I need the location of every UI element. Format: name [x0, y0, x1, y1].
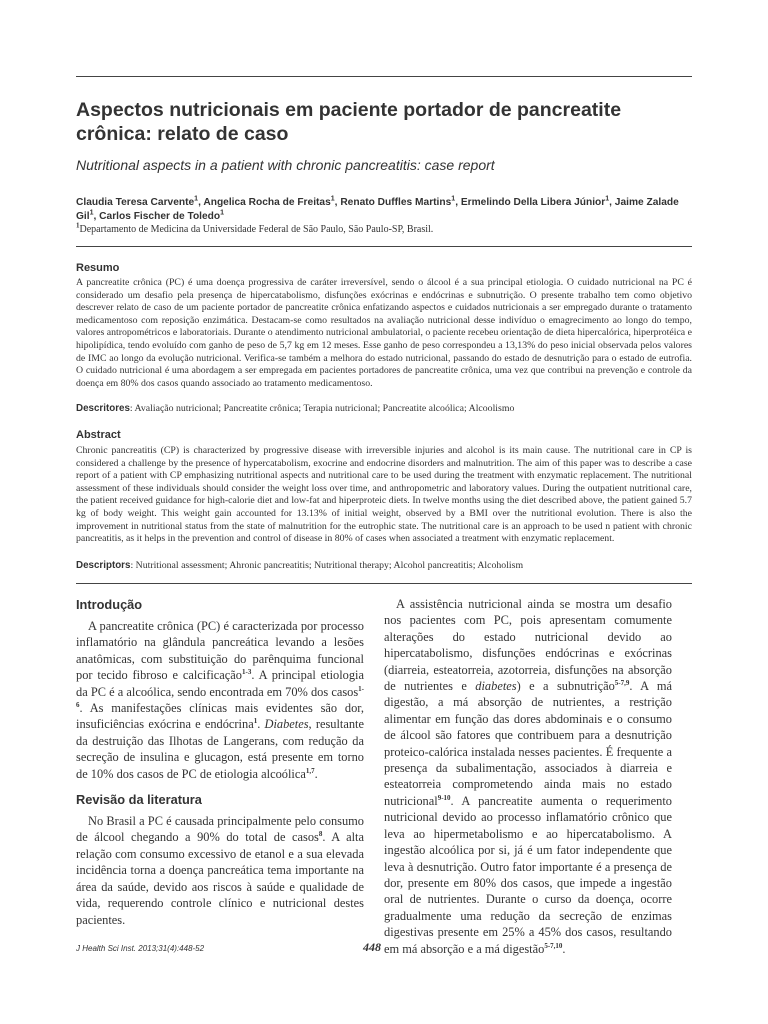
journal-citation: J Health Sci Inst. 2013;31(4):448-52 — [76, 944, 205, 953]
revisao-paragraph: No Brasil a PC é causada principalmente pelo consumo de álcool chegando a 90% do total de casos$^8$. A alta relação com consumo excessivo de etanol e a sua elevada incidência torna a doença pancreática tema importante na área da saúde, devido aos riscos à saúde e qualidade de vida, requerendo controle clínico e nutricional destes pacientes. — [76, 814, 364, 927]
author-list: Claudia Teresa Carvente$^1$, Angelica Rocha de Freitas$^1$, Renato Duffles Martins$^1$, Ermelindo Della Libera Júnior$^1$, Jaime Zalade Gil$^1$, Carlos Fischer de Toledo$^1$ — [76, 195, 679, 222]
affiliation: $^1$Departamento de Medicina da Universidade Federal de São Paulo, São Paulo-SP, Brasil. — [76, 221, 434, 235]
abstract-text: Chronic pancreatitis (CP) is characterized by progressive disease with irreversible injuries and alcohol is its main cause. The nutritional care in CP is considered a challenge by the presence of hypercatabolism, exocrine and endocrine disorders and malnutrition. The aim of this paper was to describe a case report of a patient with CP emphasizing nutritional aspects and nutritional care to be used during the treatment with enzymatic replacement. The nutritional assessment of these individuals should consider the weight loss over time, and anthropometric and laboratory values. During the outpatient nutritional care, the patient received guidance for high-calorie diet and low-fat and hiperproteic diets. In twelve months using the diet described above, the patient gained 5.7 kg of body weight. This weight gain accounted for 13.13% of initial weight, observed by a BMI over the nutritional evolution. There is also the improvement in nutritional status from the state of malnutrition for the eutrophic state. The nutritional care is an approach to be used n patient with chronic pancreatitis, as it helps in the prevention and control of disease in 80% of cases when associated a treatment with enzymatic replacement. — [76, 445, 692, 545]
left-column — [76, 596, 364, 928]
abstract-keywords: Descriptors: Nutritional assessment; Ahronic pancreatitis; Nutritional therapy; Alcohol pancreatitis; Alcoholism — [76, 560, 524, 571]
body-paragraph: A assistência nutricional ainda se mostra um desafio nos pacientes com PC, pois apresentam comumente alterações do estado nutricional devido ao hipercatabolismo, disfunções endócrinas e exócrinas (diarreia, esteatorreia, azotorreia, disfunções na absorção de nutrientes e diabetes) e a subnutrição$^{5-7,9}$. A má digestão, a má absorção de nutrientes, a restrição alimentar em função das dores abdominais e o consumo de álcool são fatores que contribuem para a desnutrição proteico-calórica instalada nesses pacientes. É frequente a presença da subalimentação, associados à diarreia e esteatorreia comprometendo ainda mais no estado nutricional$^{9-10}$. A pancreatite aumenta o requerimento nutricional devido ao processo inflamatório crônico que leva ao hipermetabolismo e ao hipercatabolismo. A ingestão alcoólica por si, já é um fator independente que leva à desnutrição. Outro fator importante é a presença de dor, presente em 80% dos casos, que impede a ingestão oral de nutrientes. Durante o curso da doença, ocorre gradualmente uma redução da secreção de enzimas digestivas presente em 25% a 45% dos casos, resultando em má absorção e a má digestão$^{5-7,10}$. — [384, 597, 672, 956]
article-title: Aspectos nutricionais em paciente portador de pancreatite crônica: relato de caso — [76, 99, 622, 145]
author: Ermelindo Della Libera Júnior$^1$ — [460, 195, 610, 208]
intro-heading: Introdução — [76, 597, 143, 612]
section-rule — [76, 583, 692, 584]
right-column — [384, 596, 672, 957]
intro-paragraph: A pancreatite crônica (PC) é caracterizada por processo inflamatório na glândula pancreática levando a lesões anatômicas, com substituição do parênquima funcional por tecido fibroso e calcificação$^{1-3}$. A principal etiologia da PC é a alcoólica, sendo encontrada em 70% dos casos$^{1-6}$. As manifestações clínicas mais evidentes são dor, insuficiências exócrina e endócrina$^1$. Diabetes, resultante da destruição das Ilhotas de Langerans, com redução da secreção de insulina e glucagon, está presente em torno de 10% dos casos de PC de etiologia alcoólica$^{1,7}$. — [76, 619, 364, 781]
section-rule — [76, 246, 692, 247]
resumo-keywords: Descritores: Avaliação nutricional; Pancreatite crônica; Terapia nutricional; Pancreatite alcoólica; Alcoolismo — [76, 403, 515, 414]
page-number: 448 — [363, 940, 381, 954]
author: Jaime Zalade Gil$^1$ — [76, 197, 679, 222]
author: Renato Duffles Martins$^1$ — [340, 195, 456, 208]
revisao-heading: Revisão da literatura — [76, 792, 202, 808]
author: Claudia Teresa Carvente$^1$ — [76, 195, 199, 208]
abstract-heading: Abstract — [76, 429, 121, 441]
top-rule — [76, 76, 692, 77]
author: Carlos Fischer de Toledo$^1$ — [99, 209, 225, 222]
resumo-text: A pancreatite crônica (PC) é uma doença progressiva de caráter irreversível, sendo o álcool é a sua principal etiologia. O cuidado nutricional na PC é considerado um desafio pela presença de hipercatabolismo, disfunções exócrinas e endócrinas e subnutrição. O presente trabalho tem como objetivo descrever relato de caso de um paciente portador de pancreatite crônica enfatizando aspectos e cuidados nutricionais a ser empregado durante o tratamento medicamentoso com reposição enzimática. Destacam-se como resultados na avaliação nutricional desse indivíduo o emagrecimento ao longo do tempo, valores antropométricos e laboratoriais. Durante o atendimento nutricional ambulatorial, o paciente recebeu orientação de dieta hipercalórica, hiperprotéica e hipolipídica, tendo evoluído com ganho de peso de 5,7 kg em 12 meses. Esse ganho de peso correspondeu a 13,13% do peso inicial observada pelos valores de IMC ao longo da evolução nutricional. Verifica-se também a melhora do estado nutricional, passando do estado de desnutrição para o estado de eutrofia. O cuidado nutricional é uma abordagem a ser empregada em pacientes portadores de pancreatite crônica, uma vez que contribui na prevenção e controle da doença em 80% dos casos quando associado ao tratamento medicamentoso. — [76, 277, 692, 389]
article-subtitle: Nutritional aspects in a patient with chronic pancreatitis: case report — [76, 157, 495, 173]
resumo-heading: Resumo — [76, 262, 120, 274]
author: Angelica Rocha de Freitas$^1$ — [203, 195, 335, 208]
